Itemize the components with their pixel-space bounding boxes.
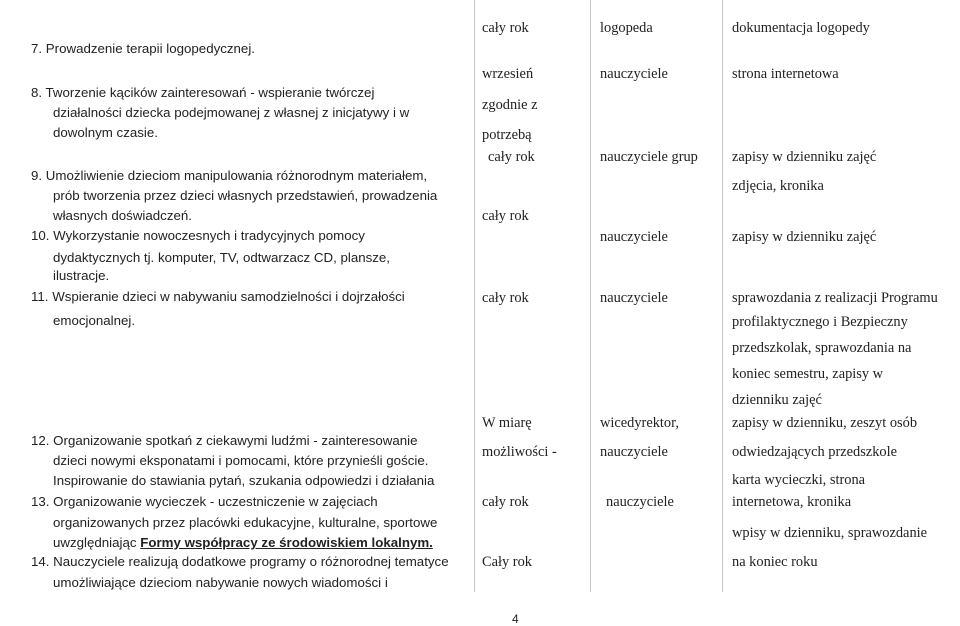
term-12-line1: W miarę — [482, 415, 532, 431]
responsible-13: nauczyciele — [606, 494, 674, 510]
task-item-13-line2: organizowanych przez placówki edukacyjne, kulturalne, sportowe — [53, 515, 438, 530]
evaluation-11-line2: profilaktycznego i Bezpieczny — [732, 314, 908, 330]
evaluation-9-line2: zdjęcia, kronika — [732, 178, 824, 194]
task-item-8-line1: 8. Tworzenie kącików zainteresowań - wspieranie twórczej — [31, 85, 375, 100]
evaluation-7: dokumentacja logopedy — [732, 20, 870, 36]
evaluation-11-line1: sprawozdania z realizacji Programu — [732, 290, 938, 306]
task-item-8-line2: działalności dziecka podejmowanej z własnej z inicjatywy i w — [53, 105, 410, 120]
evaluation-10: zapisy w dzienniku zajęć — [732, 229, 877, 245]
term-8-line3: potrzebą — [482, 127, 532, 143]
responsible-10: nauczyciele — [600, 229, 668, 245]
evaluation-13-line2: internetowa, kronika — [732, 494, 852, 510]
term-8-line1: wrzesień — [482, 66, 534, 82]
responsible-9: nauczyciele grup — [600, 149, 698, 165]
task-item-14-line2: umożliwiające dzieciom nabywanie nowych wiadomości i — [53, 575, 388, 590]
evaluation-11-line5: dzienniku zajęć — [732, 392, 822, 408]
task-item-8-line3: dowolnym czasie. — [53, 125, 158, 140]
task-item-12-line1: 12. Organizowanie spotkań z ciekawymi ludźmi - zainteresowanie — [31, 433, 418, 448]
task-item-13-line3-text: uwzględniając — [53, 535, 141, 550]
evaluation-8: strona internetowa — [732, 66, 839, 82]
term-9-line2: cały rok — [482, 208, 529, 224]
column-separator — [590, 0, 591, 592]
term-7: cały rok — [482, 20, 529, 36]
responsible-11: nauczyciele — [600, 290, 668, 306]
task-item-9-line3: własnych doświadczeń. — [53, 208, 192, 223]
evaluation-9-line1: zapisy w dzienniku zajęć — [732, 149, 877, 165]
term-11: cały rok — [482, 290, 529, 306]
evaluation-13-line3: wpisy w dzienniku, sprawozdanie — [732, 525, 928, 541]
task-item-13-line1: 13. Organizowanie wycieczek - uczestniczenie w zajęciach — [31, 494, 378, 509]
evaluation-11-line3: przedszkolak, sprawozdania na — [732, 340, 912, 356]
responsible-12-line1: wicedyrektor, — [600, 415, 679, 431]
column-separator — [474, 0, 475, 592]
column-separator — [722, 0, 723, 592]
task-item-11-line2: emocjonalnej. — [53, 313, 136, 328]
page-number: 4 — [512, 612, 519, 626]
evaluation-11-line4: koniec semestru, zapisy w — [732, 366, 884, 382]
task-item-11-line1: 11. Wspieranie dzieci w nabywaniu samodzielności i dojrzałości — [31, 289, 405, 304]
evaluation-13-line1: karta wycieczki, strona — [732, 472, 866, 488]
task-item-12-line3: Inspirowanie do stawiania pytań, szukania odpowiedzi i działania — [53, 473, 435, 488]
task-item-13-line3 — [53, 535, 433, 551]
evaluation-14: na koniec roku — [732, 554, 818, 570]
responsible-8: nauczyciele — [600, 66, 668, 82]
term-12-line2: możliwości - — [482, 444, 557, 460]
evaluation-12-line1: zapisy w dzienniku, zeszyt osób — [732, 415, 918, 431]
responsible-7: logopeda — [600, 20, 653, 36]
responsible-12-line2: nauczyciele — [600, 444, 668, 460]
term-9-line1: cały rok — [488, 149, 535, 165]
task-item-7: 7. Prowadzenie terapii logopedycznej. — [31, 41, 255, 56]
task-item-10-line3: ilustracje. — [53, 268, 110, 283]
evaluation-12-line2: odwiedzających przedszkole — [732, 444, 898, 460]
task-item-10-line2: dydaktycznych tj. komputer, TV, odtwarzacz CD, plansze, — [53, 250, 391, 265]
task-item-12-line2: dzieci nowymi eksponatami i pomocami, które przynieśli goście. — [53, 453, 429, 468]
task-item-14-line1: 14. Nauczyciele realizują dodatkowe programy o różnorodnej tematyce — [31, 554, 449, 569]
term-8-line2: zgodnie z — [482, 97, 538, 113]
term-13: cały rok — [482, 494, 529, 510]
task-item-9-line2: prób tworzenia przez dzieci własnych przedstawień, prowadzenia — [53, 188, 438, 203]
cooperation-forms-reference: Formy współpracy ze środowiskiem lokalnym. — [140, 535, 433, 550]
task-item-9-line1: 9. Umożliwienie dzieciom manipulowania różnorodnym materiałem, — [31, 168, 428, 183]
task-item-10-line1: 10. Wykorzystanie nowoczesnych i tradycyjnych pomocy — [31, 228, 365, 243]
term-14: Cały rok — [482, 554, 532, 570]
